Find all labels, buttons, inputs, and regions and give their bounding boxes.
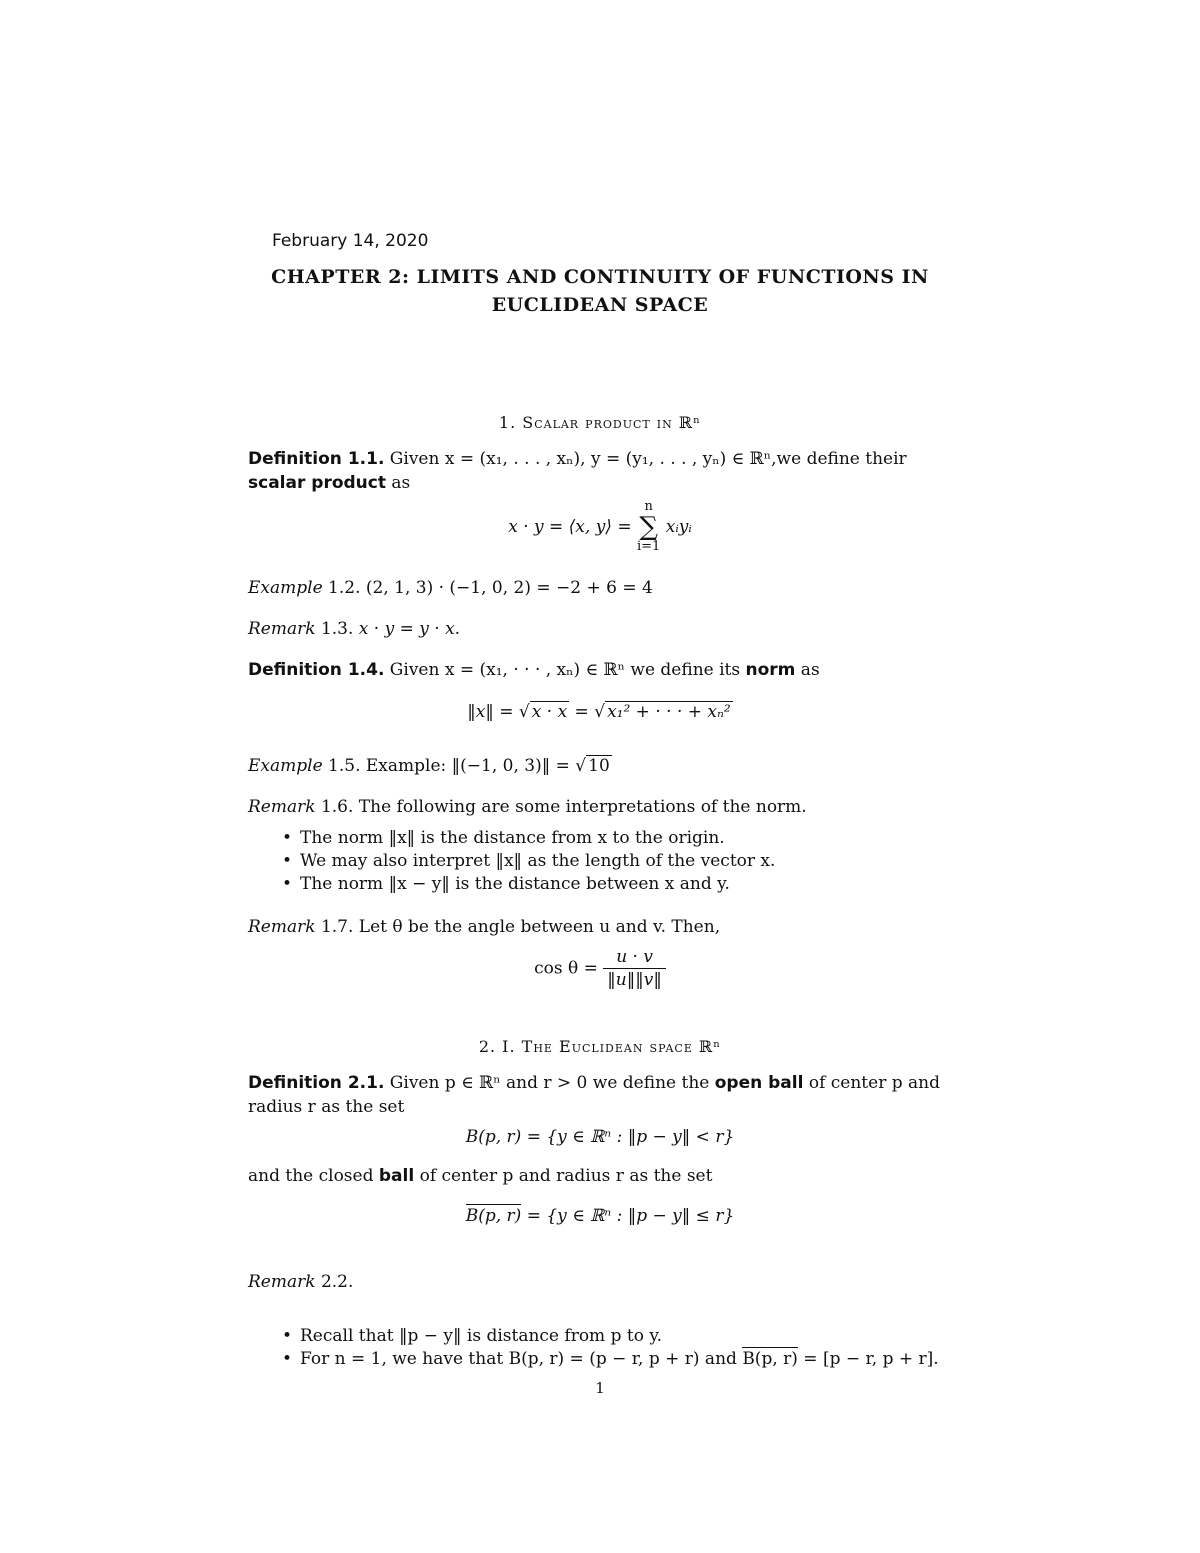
formula-lhs: x · y = ⟨x, y⟩ = (508, 517, 632, 537)
example-label: Example (248, 578, 323, 598)
example-1-2 (248, 576, 953, 600)
remark-1-7 (248, 915, 953, 939)
remark-number: 1.3. (315, 619, 359, 639)
definition-1-1 (248, 447, 953, 495)
definition-text: radius r as the set (248, 1097, 405, 1117)
definition-1-4 (248, 658, 953, 682)
remark-number: 2.2. (315, 1272, 354, 1292)
example-text: Example: ‖(−1, 0, 3)‖ = (365, 756, 576, 776)
remark-2-2 (248, 1270, 953, 1294)
remark-label: Remark (248, 1272, 316, 1292)
fraction-numerator: u · v (603, 946, 666, 969)
definition-text: Given p ∈ ℝⁿ and r > 0 we define the (384, 1073, 715, 1093)
formula-scalar-product (0, 500, 1200, 554)
example-number: 1.2. (322, 578, 366, 598)
list-item: • We may also interpret ‖x‖ as the length of the vector x. (300, 850, 960, 873)
definition-label: Definition 1.4. (248, 660, 385, 680)
list-item: • The norm ‖x − y‖ is the distance between x and y. (300, 873, 960, 896)
chapter-title-line1: CHAPTER 2: LIMITS AND CONTINUITY OF FUNCTIONS IN (271, 266, 929, 288)
formula-closed-ball (0, 1206, 1200, 1226)
definition-term: norm (745, 660, 796, 680)
remark-label: Remark (248, 619, 316, 639)
definition-term: open ball (714, 1073, 804, 1093)
example-label: Example (248, 756, 323, 776)
section-2-heading: 2. I. The Euclidean space ℝⁿ (478, 1037, 722, 1056)
formula-norm (0, 702, 1200, 722)
fraction-denominator: ‖u‖‖v‖ (607, 970, 662, 990)
norm-interpretations-list (300, 827, 960, 896)
sqrt-sign: √ (575, 756, 587, 776)
list-item: • The norm ‖x‖ is the distance from x to the origin. (300, 827, 960, 850)
definition-label: Definition 1.1. (248, 449, 385, 469)
date: February 14, 2020 (272, 231, 429, 251)
remark-number: 1.7. (315, 917, 359, 937)
remark-1-6 (248, 795, 953, 819)
example-number: 1.5. (322, 756, 366, 776)
section-1-heading: 1. Scalar product in ℝⁿ (498, 413, 702, 432)
closed-ball-text (248, 1164, 953, 1188)
definition-text: Given x = (x₁, · · · , xₙ) ∈ ℝⁿ we define its (384, 660, 746, 680)
sqrt-sign: √ (518, 702, 530, 722)
example-text: (2, 1, 3) · (−1, 0, 2) = −2 + 6 = 4 (365, 578, 653, 598)
definition-2-1 (248, 1071, 953, 1119)
list-item-text: For n = 1, we have that B(p, r) = (p − r, p + r) and (300, 1349, 743, 1369)
text: and the closed (248, 1166, 379, 1186)
list-item-text: = [p − r, p + r]. (797, 1349, 939, 1369)
formula-lhs: cos θ = (534, 958, 604, 979)
summation (637, 500, 660, 554)
definition-text: as (795, 660, 820, 680)
formula-lhs: ‖x‖ = (467, 702, 519, 722)
remark-text: x · y = y · x. (358, 619, 461, 639)
definition-label: Definition 2.1. (248, 1073, 385, 1093)
formula-open-ball: B(p, r) = {y ∈ ℝⁿ : ‖p − y‖ < r} (465, 1127, 735, 1147)
definition-text: of center p and (803, 1073, 940, 1093)
sum-lower: i=1 (637, 539, 661, 554)
chapter-title-line2: EUCLIDEAN SPACE (491, 294, 709, 316)
formula-cosine (0, 946, 1200, 991)
sqrt-sign: √ (594, 702, 606, 722)
definition-term: ball (378, 1166, 415, 1186)
remark-label: Remark (248, 797, 316, 817)
fraction (603, 946, 666, 991)
remark-label: Remark (248, 917, 316, 937)
remark-number: 1.6. (315, 797, 359, 817)
formula-mid: = (569, 702, 595, 722)
definition-text: Given x = (x₁, . . . , xₙ), y = (y₁, . . . , yₙ) ∈ ℝⁿ,we define their (384, 449, 907, 469)
sqrt-argument: x · x (531, 702, 568, 722)
list-item (300, 1348, 960, 1371)
remark-text: The following are some interpretations of the norm. (358, 797, 807, 817)
definition-text: as (385, 473, 411, 493)
remark-1-3 (248, 617, 953, 641)
closure-overline: B(p, r) (465, 1206, 522, 1226)
example-1-5 (248, 754, 953, 778)
closure-overline: B(p, r) (742, 1349, 798, 1369)
sqrt-argument: x₁² + · · · + xₙ² (607, 702, 731, 722)
sqrt-argument: 10 (588, 756, 610, 776)
ball-remarks-list (300, 1325, 960, 1371)
remark-text: Let θ be the angle between u and v. Then, (358, 917, 721, 937)
page-number: 1 (595, 1379, 605, 1397)
definition-term: scalar product (248, 473, 386, 493)
sum-upper: n (644, 499, 653, 514)
list-item: • Recall that ‖p − y‖ is distance from p to y. (300, 1325, 960, 1348)
formula-rest: = {y ∈ ℝⁿ : ‖p − y‖ ≤ r} (521, 1206, 735, 1226)
formula-rhs: xᵢyᵢ (665, 517, 692, 537)
sum-sign: ∑ (639, 512, 658, 542)
text: of center p and radius r as the set (414, 1166, 713, 1186)
